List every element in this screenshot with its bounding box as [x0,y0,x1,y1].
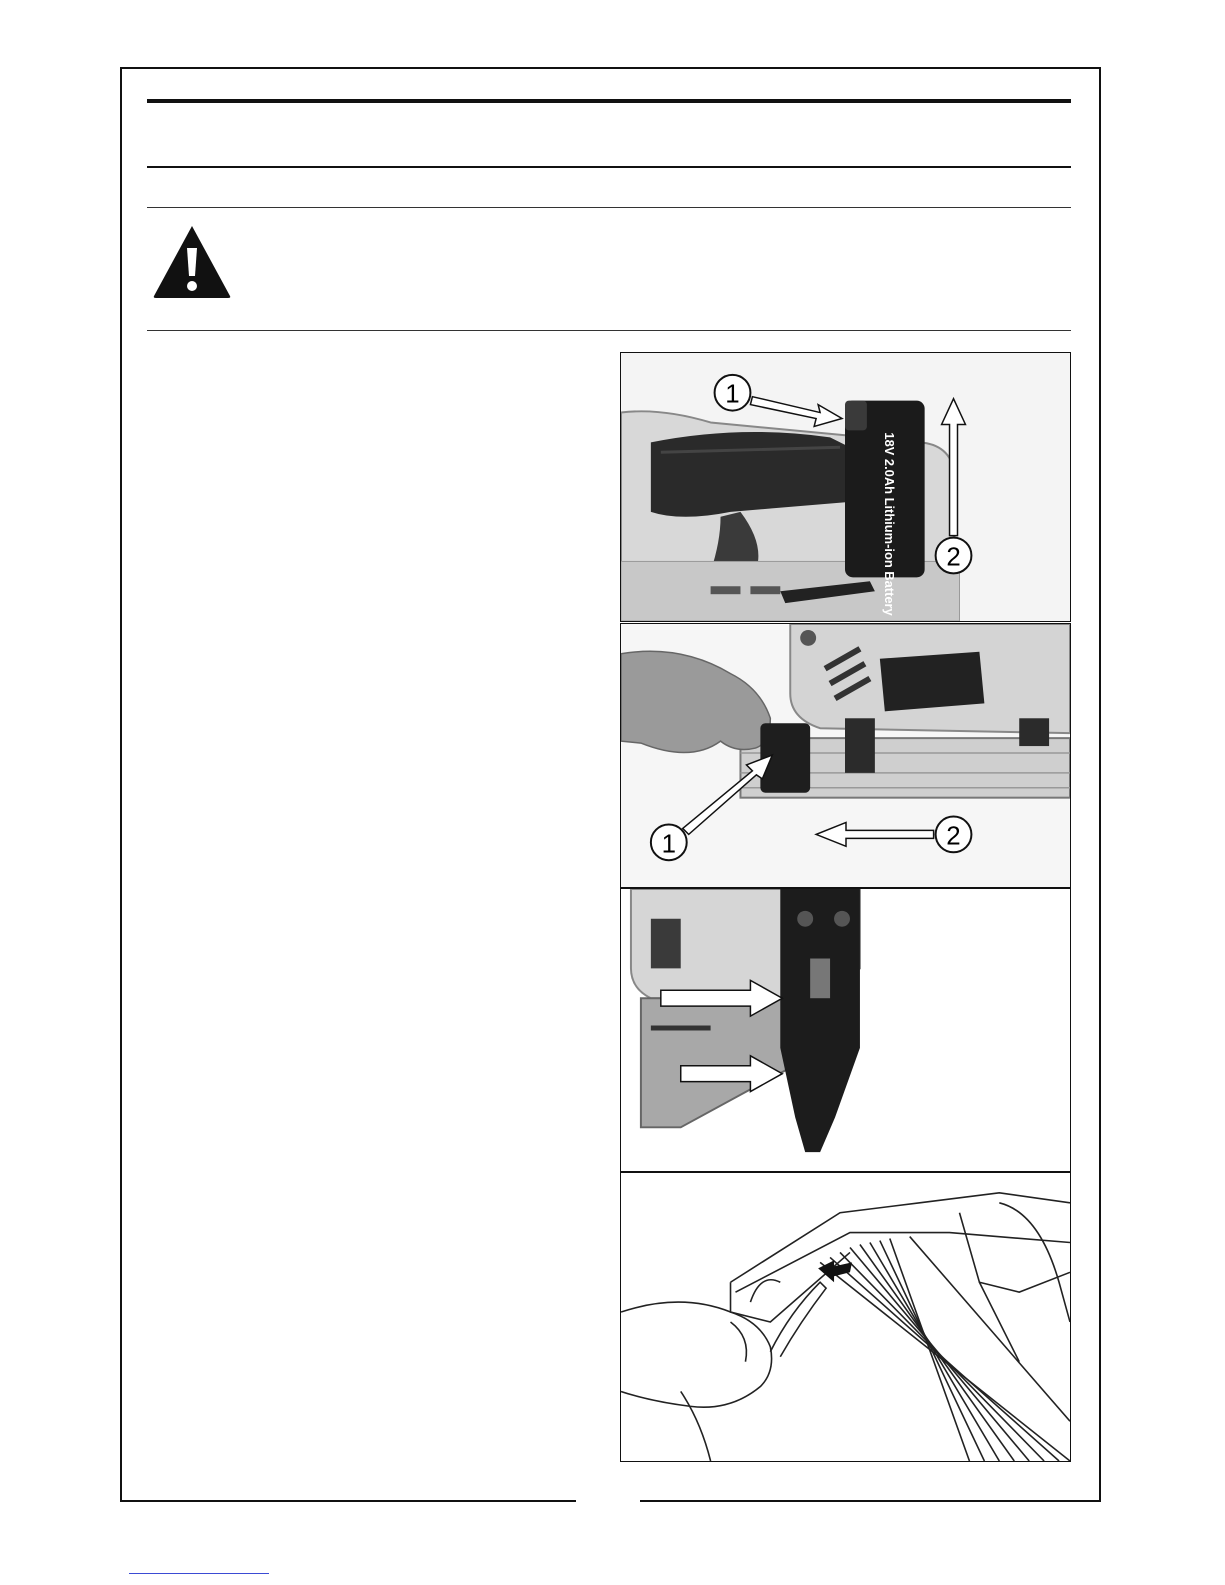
jam-clearing-illustration [620,1172,1071,1462]
section-title [150,116,1070,156]
instructions-text [150,352,590,1472]
page-frame-bottom-right [640,1500,1101,1502]
page-frame-bottom-left [120,1500,576,1502]
header-rule-thick [147,99,1071,103]
battery-removal-photo [620,352,1071,622]
warning-triangle-icon [152,224,232,300]
warning-text [250,232,1065,312]
callout-2: 2 [946,543,961,572]
callout-1: 1 [661,830,676,859]
header-rule [147,166,1071,168]
magazine-release-photo [620,623,1071,888]
callout-1: 1 [725,380,740,409]
nose-plate-photo [620,888,1071,1172]
warning-rule-top [147,207,1071,208]
battery-label: 18V 2.0Ah Lithium-ion Battery [881,432,897,616]
warning-rule-bottom [147,330,1071,331]
footer-link-underline [129,1573,269,1574]
page-frame-top [120,67,1100,69]
page-frame-left [120,67,122,1501]
page-frame-right [1099,67,1101,1501]
callout-2: 2 [946,822,961,851]
